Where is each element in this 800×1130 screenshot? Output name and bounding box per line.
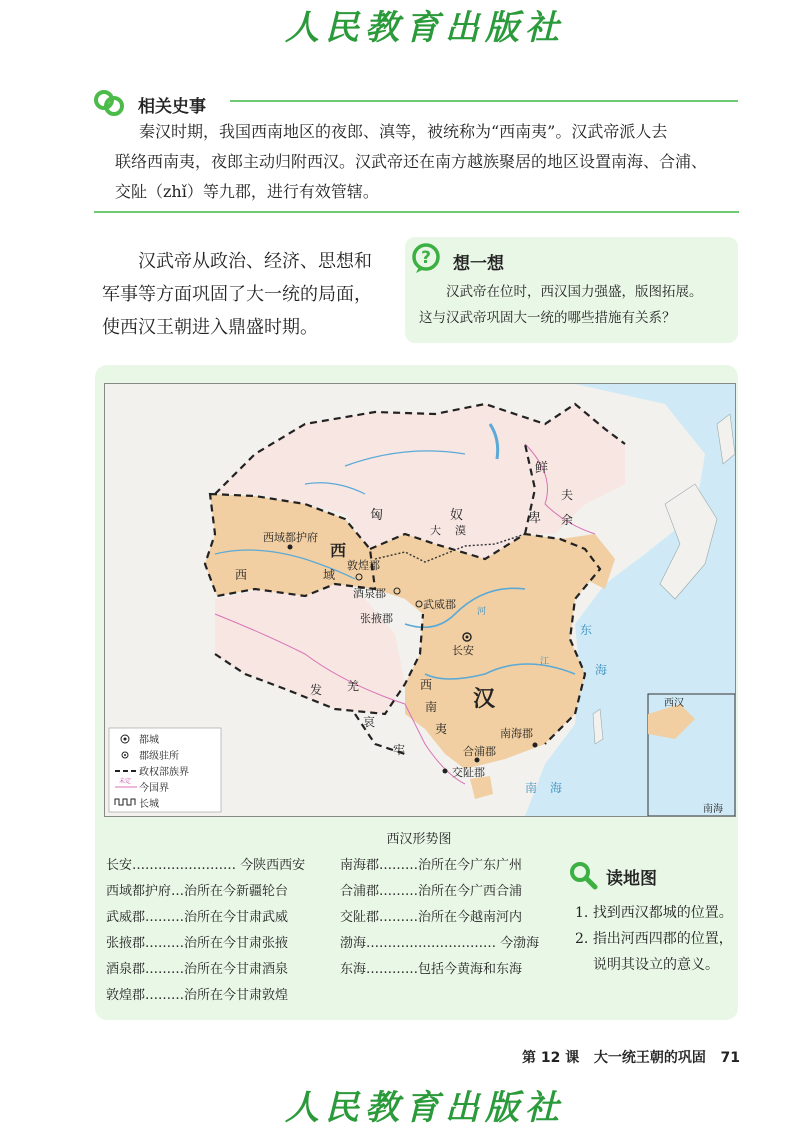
map-label-xiyu1: 西 bbox=[330, 541, 347, 560]
related-line: 秦汉时期，我国西南地区的夜郎、滇等，被统称为“西南夷”。汉武帝派人去 bbox=[139, 122, 668, 141]
inset-sea-label: 南海 bbox=[703, 804, 723, 815]
map-label-east-sea1: 东 bbox=[580, 623, 593, 637]
map-label-south-sea2: 海 bbox=[550, 781, 563, 795]
map-label-dunhuang: 敦煌郡 bbox=[347, 559, 380, 572]
publisher-footer: 人民教育出版社 bbox=[285, 1088, 565, 1128]
related-line: 联络西南夷，夜郎主动归附西汉。汉武帝还在南方越族聚居的地区设置南海、合浦、 bbox=[115, 152, 708, 171]
related-text bbox=[115, 117, 740, 207]
map-label-ai: 哀 bbox=[363, 715, 376, 729]
map-label-damo2: 漠 bbox=[455, 524, 466, 537]
read-map-title: 读地图 bbox=[606, 869, 657, 889]
map-label-changan: 长安 bbox=[452, 644, 474, 657]
map-label-wuhuan: 卑 bbox=[528, 511, 542, 526]
lesson-title: 大一统王朝的巩固 bbox=[593, 1050, 706, 1066]
place-item: 张掖郡………治所在今甘肃张掖 bbox=[106, 936, 289, 951]
read-map-item bbox=[575, 952, 735, 978]
legend-modern-mark: 未定 bbox=[119, 778, 132, 785]
map-label-duhu: 西域都护府 bbox=[263, 531, 318, 544]
map-label-lao: 牢 bbox=[393, 743, 406, 757]
question-icon bbox=[411, 243, 441, 279]
map-label-south-sea1: 南 bbox=[525, 781, 538, 795]
legend-border-label: 政权部族界 bbox=[139, 767, 189, 778]
place-item: 渤海………………………… 今渤海 bbox=[340, 936, 540, 951]
jiaozhi-marker bbox=[443, 769, 448, 774]
map-label-xiyu3: 域 bbox=[323, 568, 336, 582]
map-label-xiongnu1: 匈 bbox=[370, 508, 384, 523]
map-label-jiaozhi: 交阯郡 bbox=[452, 766, 485, 779]
map-label-damo1: 大 bbox=[430, 524, 441, 537]
item-text: 找到西汉都城的位置。 bbox=[592, 905, 733, 921]
page-footer bbox=[470, 1047, 740, 1067]
main-line: 使西汉王朝进入鼎盛时期。 bbox=[102, 317, 318, 338]
legend-capital-icon-dot bbox=[124, 738, 127, 741]
map-label-he: 河 bbox=[477, 607, 487, 617]
map-label-jiang: 江 bbox=[540, 657, 550, 667]
think-title: 想一想 bbox=[453, 254, 504, 274]
map-label-fa: 发 bbox=[310, 683, 323, 697]
magnifier-icon bbox=[568, 860, 598, 894]
item-text: 指出河西四郡的位置， bbox=[592, 931, 733, 947]
map-label-xiyu2: 西 bbox=[235, 568, 248, 582]
inset-title: 西汉 bbox=[664, 698, 684, 709]
read-map-item bbox=[575, 926, 735, 952]
place-item: 敦煌郡………治所在今甘肃敦煌 bbox=[106, 988, 289, 1003]
map-label-xinan1: 西 bbox=[420, 678, 433, 692]
place-item: 武威郡………治所在今甘肃武威 bbox=[106, 910, 289, 925]
map-label-han: 汉 bbox=[473, 687, 496, 712]
map-label-wuwei: 武威郡 bbox=[423, 598, 456, 611]
changan-marker-dot bbox=[466, 636, 469, 639]
item-number: 2. bbox=[575, 931, 589, 947]
place-item: 长安…………………… 今陕西西安 bbox=[106, 858, 306, 873]
map-label-xianbei: 鲜 bbox=[535, 461, 549, 476]
main-text bbox=[102, 245, 392, 344]
related-title: 相关史事 bbox=[138, 97, 206, 117]
duhu-marker bbox=[288, 545, 293, 550]
lesson-number: 第 12 课 bbox=[522, 1050, 580, 1066]
hepu-marker bbox=[475, 758, 480, 763]
place-item: 南海郡………治所在今广东广州 bbox=[340, 858, 523, 873]
related-bottom-divider bbox=[94, 211, 739, 213]
map-label-fuyu2: 余 bbox=[561, 513, 574, 527]
think-text bbox=[419, 279, 734, 331]
map-caption: 西汉形势图 bbox=[386, 832, 452, 847]
publisher-header: 人民教育出版社 bbox=[285, 8, 565, 48]
related-top-divider bbox=[230, 100, 738, 102]
main-line: 军事等方面巩固了大一统的局面， bbox=[102, 284, 372, 305]
place-list-left bbox=[106, 853, 321, 1009]
map-label-jiuquan: 酒泉郡 bbox=[353, 587, 386, 600]
legend-modern-label: 今国界 bbox=[139, 783, 169, 794]
map-label-xiongnu2: 奴 bbox=[450, 508, 464, 523]
item-number: 1. bbox=[575, 905, 589, 921]
place-item: 东海…………包括今黄海和东海 bbox=[340, 962, 523, 977]
legend-commandery-label: 郡级驻所 bbox=[139, 751, 179, 762]
think-line: 汉武帝在位时，西汉国力强盛，版图拓展。 bbox=[446, 284, 703, 300]
map-label-hepu: 合浦郡 bbox=[463, 745, 496, 758]
place-item: 交阯郡………治所在今越南河内 bbox=[340, 910, 523, 925]
place-item: 合浦郡………治所在今广西合浦 bbox=[340, 884, 523, 899]
map-label-xinan3: 夷 bbox=[435, 722, 448, 736]
place-item: 西域都护府…治所在今新疆轮台 bbox=[106, 884, 289, 899]
related-line: 交阯（zhǐ）等九郡，进行有效管辖。 bbox=[115, 182, 379, 201]
map-svg bbox=[105, 384, 735, 816]
place-item: 酒泉郡………治所在今甘肃酒泉 bbox=[106, 962, 289, 977]
map-label-xinan2: 南 bbox=[425, 700, 438, 714]
main-line: 汉武帝从政治、经济、思想和 bbox=[138, 251, 372, 272]
page-number: 71 bbox=[720, 1050, 740, 1066]
read-map-item bbox=[575, 900, 735, 926]
svg-text:?: ? bbox=[421, 248, 431, 268]
legend-commandery-icon-dot bbox=[124, 754, 126, 756]
legend-capital-label: 都城 bbox=[139, 735, 159, 746]
think-line: 这与汉武帝巩固大一统的哪些措施有关系？ bbox=[419, 310, 676, 326]
legend-wall-label: 长城 bbox=[139, 799, 159, 810]
nanhai-marker bbox=[533, 743, 538, 748]
map-label-nanhai-jun: 南海郡 bbox=[500, 727, 533, 740]
place-list-right bbox=[340, 853, 555, 983]
map-label-zhangye: 张掖郡 bbox=[360, 612, 393, 625]
think-box bbox=[405, 237, 738, 343]
read-map-list bbox=[575, 900, 735, 978]
item-text: 说明其设立的意义。 bbox=[593, 957, 719, 973]
map-label-qiang: 羌 bbox=[347, 679, 360, 693]
map-label-east-sea2: 海 bbox=[595, 663, 608, 677]
map-label-fuyu1: 夫 bbox=[561, 488, 574, 502]
map-figure bbox=[104, 383, 736, 817]
